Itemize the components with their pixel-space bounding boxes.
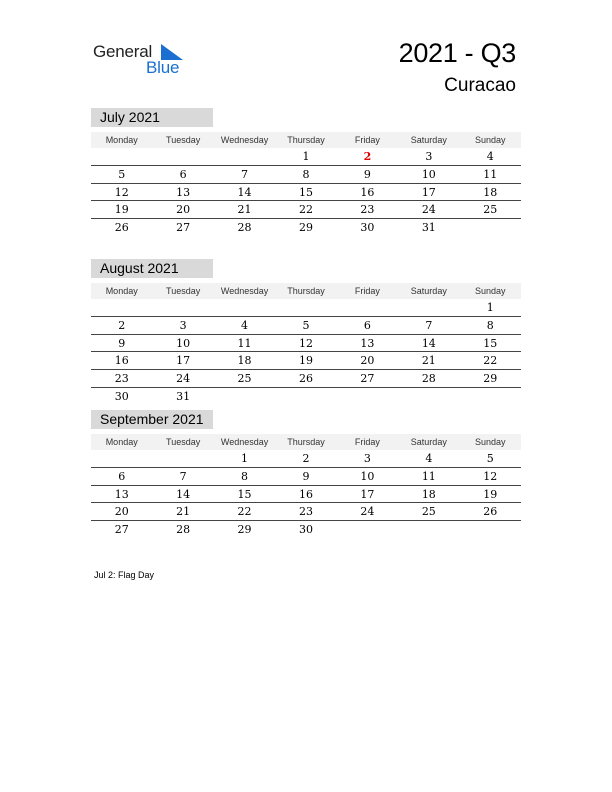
day-cell: 24 xyxy=(176,372,191,386)
day-cell: 10 xyxy=(360,469,375,483)
weekday-label: Tuesday xyxy=(166,437,201,447)
week-row xyxy=(91,166,521,184)
day-cell: 13 xyxy=(176,185,191,199)
day-cell: 10 xyxy=(176,336,191,350)
week-row xyxy=(91,201,521,219)
weekday-label: Thursday xyxy=(287,135,325,145)
day-cell xyxy=(337,388,398,405)
day-cell: 24 xyxy=(360,505,375,519)
day-cell xyxy=(275,388,336,405)
day-cell xyxy=(214,148,275,165)
day-cell: 22 xyxy=(298,203,313,217)
week-row xyxy=(91,450,521,468)
week-row xyxy=(91,184,521,202)
day-cell xyxy=(337,299,398,316)
logo-word-general: General xyxy=(93,42,153,61)
week-row xyxy=(91,486,521,504)
country-name: Curacao xyxy=(444,75,516,96)
day-cell: 18 xyxy=(237,354,252,368)
day-cell: 7 xyxy=(425,318,433,332)
day-cell: 14 xyxy=(237,185,252,199)
day-cell: 19 xyxy=(298,354,313,368)
day-cell: 7 xyxy=(241,167,249,181)
day-cell: 23 xyxy=(114,372,129,386)
day-cell: 2 xyxy=(302,452,310,465)
weekday-label: Friday xyxy=(354,135,380,145)
day-cell: 9 xyxy=(363,167,371,181)
weekday-label: Wednesday xyxy=(220,437,269,447)
month-block xyxy=(91,259,521,405)
week-row xyxy=(91,317,521,335)
day-cell: 9 xyxy=(302,469,310,483)
day-cell: 3 xyxy=(179,318,187,332)
day-cell: 16 xyxy=(114,354,129,368)
day-cell: 11 xyxy=(483,167,498,181)
day-cell: 12 xyxy=(298,336,313,350)
day-cell: 30 xyxy=(114,389,129,403)
day-cell xyxy=(91,299,152,316)
day-cell: 28 xyxy=(237,221,252,235)
day-cell xyxy=(460,388,521,405)
page-title: 2021 - Q3 xyxy=(398,38,516,68)
day-cell: 30 xyxy=(298,523,313,537)
day-cell xyxy=(91,148,152,165)
day-cell xyxy=(152,450,213,467)
day-cell: 28 xyxy=(176,523,191,537)
day-cell: 2 xyxy=(118,318,126,332)
day-cell: 29 xyxy=(237,523,252,537)
day-cell: 29 xyxy=(483,372,498,386)
day-cell: 8 xyxy=(486,318,494,332)
day-cell xyxy=(398,299,459,316)
day-cell: 31 xyxy=(176,389,191,403)
holiday-notes xyxy=(94,570,154,580)
day-cell: 20 xyxy=(176,203,191,217)
weekday-label: Thursday xyxy=(287,437,325,447)
day-cell: 20 xyxy=(114,505,129,519)
day-cell: 11 xyxy=(237,336,252,350)
month-block xyxy=(91,410,521,538)
day-cell xyxy=(337,521,398,538)
weekday-header-row xyxy=(91,283,521,299)
day-cell: 26 xyxy=(483,505,498,519)
day-cell: 21 xyxy=(237,203,252,217)
day-cell: 4 xyxy=(486,150,494,163)
day-cell: 7 xyxy=(179,469,187,483)
day-cell: 6 xyxy=(363,318,371,332)
day-cell xyxy=(460,219,521,236)
day-cell: 5 xyxy=(118,167,126,181)
weekday-label: Thursday xyxy=(287,286,325,296)
day-cell: 25 xyxy=(421,505,436,519)
day-cell: 23 xyxy=(360,203,375,217)
day-cell: 15 xyxy=(237,487,252,501)
day-cell: 16 xyxy=(298,487,313,501)
logo-word-blue: Blue xyxy=(146,58,180,77)
day-cell: 5 xyxy=(302,318,310,332)
weekday-label: Saturday xyxy=(410,135,447,145)
weekday-label: Saturday xyxy=(410,437,447,447)
day-cell xyxy=(398,388,459,405)
day-cell: 12 xyxy=(483,469,498,483)
day-cell: 13 xyxy=(360,336,375,350)
week-row xyxy=(91,219,521,236)
day-cell: 12 xyxy=(114,185,129,199)
day-cell: 13 xyxy=(114,487,129,501)
weekday-label: Monday xyxy=(105,135,138,145)
day-cell: 27 xyxy=(176,221,191,235)
weekday-label: Tuesday xyxy=(166,135,201,145)
week-row xyxy=(91,370,521,388)
day-cell: 3 xyxy=(363,452,371,465)
weekday-label: Monday xyxy=(105,286,138,296)
day-cell: 31 xyxy=(421,221,436,235)
day-cell: 1 xyxy=(302,150,310,163)
day-cell xyxy=(460,521,521,538)
day-cell: 25 xyxy=(237,372,252,386)
weekday-label: Wednesday xyxy=(220,286,269,296)
week-row xyxy=(91,335,521,353)
day-cell: 2 xyxy=(363,150,372,163)
day-cell xyxy=(398,521,459,538)
week-row xyxy=(91,468,521,486)
weekday-header-row xyxy=(91,132,521,148)
day-cell xyxy=(91,450,152,467)
day-cell: 6 xyxy=(179,167,187,181)
day-cell: 8 xyxy=(302,167,310,181)
day-cell xyxy=(214,388,275,405)
day-cell: 15 xyxy=(483,336,498,350)
day-cell: 11 xyxy=(421,469,436,483)
day-cell: 18 xyxy=(483,185,498,199)
day-cell: 24 xyxy=(421,203,436,217)
day-cell: 19 xyxy=(114,203,129,217)
day-cell: 25 xyxy=(483,203,498,217)
day-cell: 16 xyxy=(360,185,375,199)
day-cell: 22 xyxy=(237,505,252,519)
day-cell: 15 xyxy=(298,185,313,199)
holiday-note: Jul 2: Flag Day xyxy=(94,570,155,580)
day-cell: 27 xyxy=(360,372,375,386)
day-cell: 4 xyxy=(241,318,249,332)
day-cell: 18 xyxy=(421,487,436,501)
day-cell: 17 xyxy=(176,354,191,368)
month-label: August 2021 xyxy=(91,259,213,278)
month-label: July 2021 xyxy=(91,108,213,127)
weekday-label: Monday xyxy=(105,437,138,447)
day-cell: 17 xyxy=(421,185,436,199)
week-row xyxy=(91,299,521,317)
weekday-label: Friday xyxy=(354,437,380,447)
day-cell: 1 xyxy=(241,452,249,465)
day-cell xyxy=(214,299,275,316)
weekday-label: Saturday xyxy=(410,286,447,296)
month-label: September 2021 xyxy=(91,410,213,429)
week-row xyxy=(91,521,521,538)
day-cell: 23 xyxy=(298,505,313,519)
generalblue-logo xyxy=(93,40,193,80)
day-cell: 8 xyxy=(241,469,249,483)
day-cell: 9 xyxy=(118,336,126,350)
day-cell: 27 xyxy=(114,523,129,537)
weekday-label: Tuesday xyxy=(166,286,201,296)
day-cell: 4 xyxy=(425,452,433,465)
day-cell: 26 xyxy=(298,372,313,386)
day-cell: 14 xyxy=(176,487,191,501)
weekday-label: Sunday xyxy=(474,437,506,447)
weekday-label: Sunday xyxy=(474,286,506,296)
weekday-label: Friday xyxy=(354,286,380,296)
weekday-label: Wednesday xyxy=(220,135,269,145)
day-cell: 30 xyxy=(360,221,375,235)
week-row xyxy=(91,503,521,521)
day-cell: 3 xyxy=(425,150,433,163)
week-row xyxy=(91,388,521,405)
day-cell: 10 xyxy=(421,167,436,181)
week-row xyxy=(91,148,521,166)
day-cell: 5 xyxy=(486,452,494,465)
day-cell: 28 xyxy=(421,372,436,386)
day-cell xyxy=(152,148,213,165)
month-block xyxy=(91,108,521,236)
day-cell xyxy=(275,299,336,316)
day-cell: 21 xyxy=(176,505,191,519)
day-cell: 6 xyxy=(118,469,126,483)
day-cell: 20 xyxy=(360,354,375,368)
day-cell: 22 xyxy=(483,354,498,368)
week-row xyxy=(91,352,521,370)
day-cell: 29 xyxy=(298,221,313,235)
day-cell: 14 xyxy=(421,336,436,350)
weekday-header-row xyxy=(91,434,521,450)
day-cell: 19 xyxy=(483,487,498,501)
day-cell: 21 xyxy=(421,354,436,368)
day-cell: 1 xyxy=(486,301,494,314)
day-cell xyxy=(152,299,213,316)
day-cell: 26 xyxy=(114,221,129,235)
day-cell: 17 xyxy=(360,487,375,501)
weekday-label: Sunday xyxy=(474,135,506,145)
